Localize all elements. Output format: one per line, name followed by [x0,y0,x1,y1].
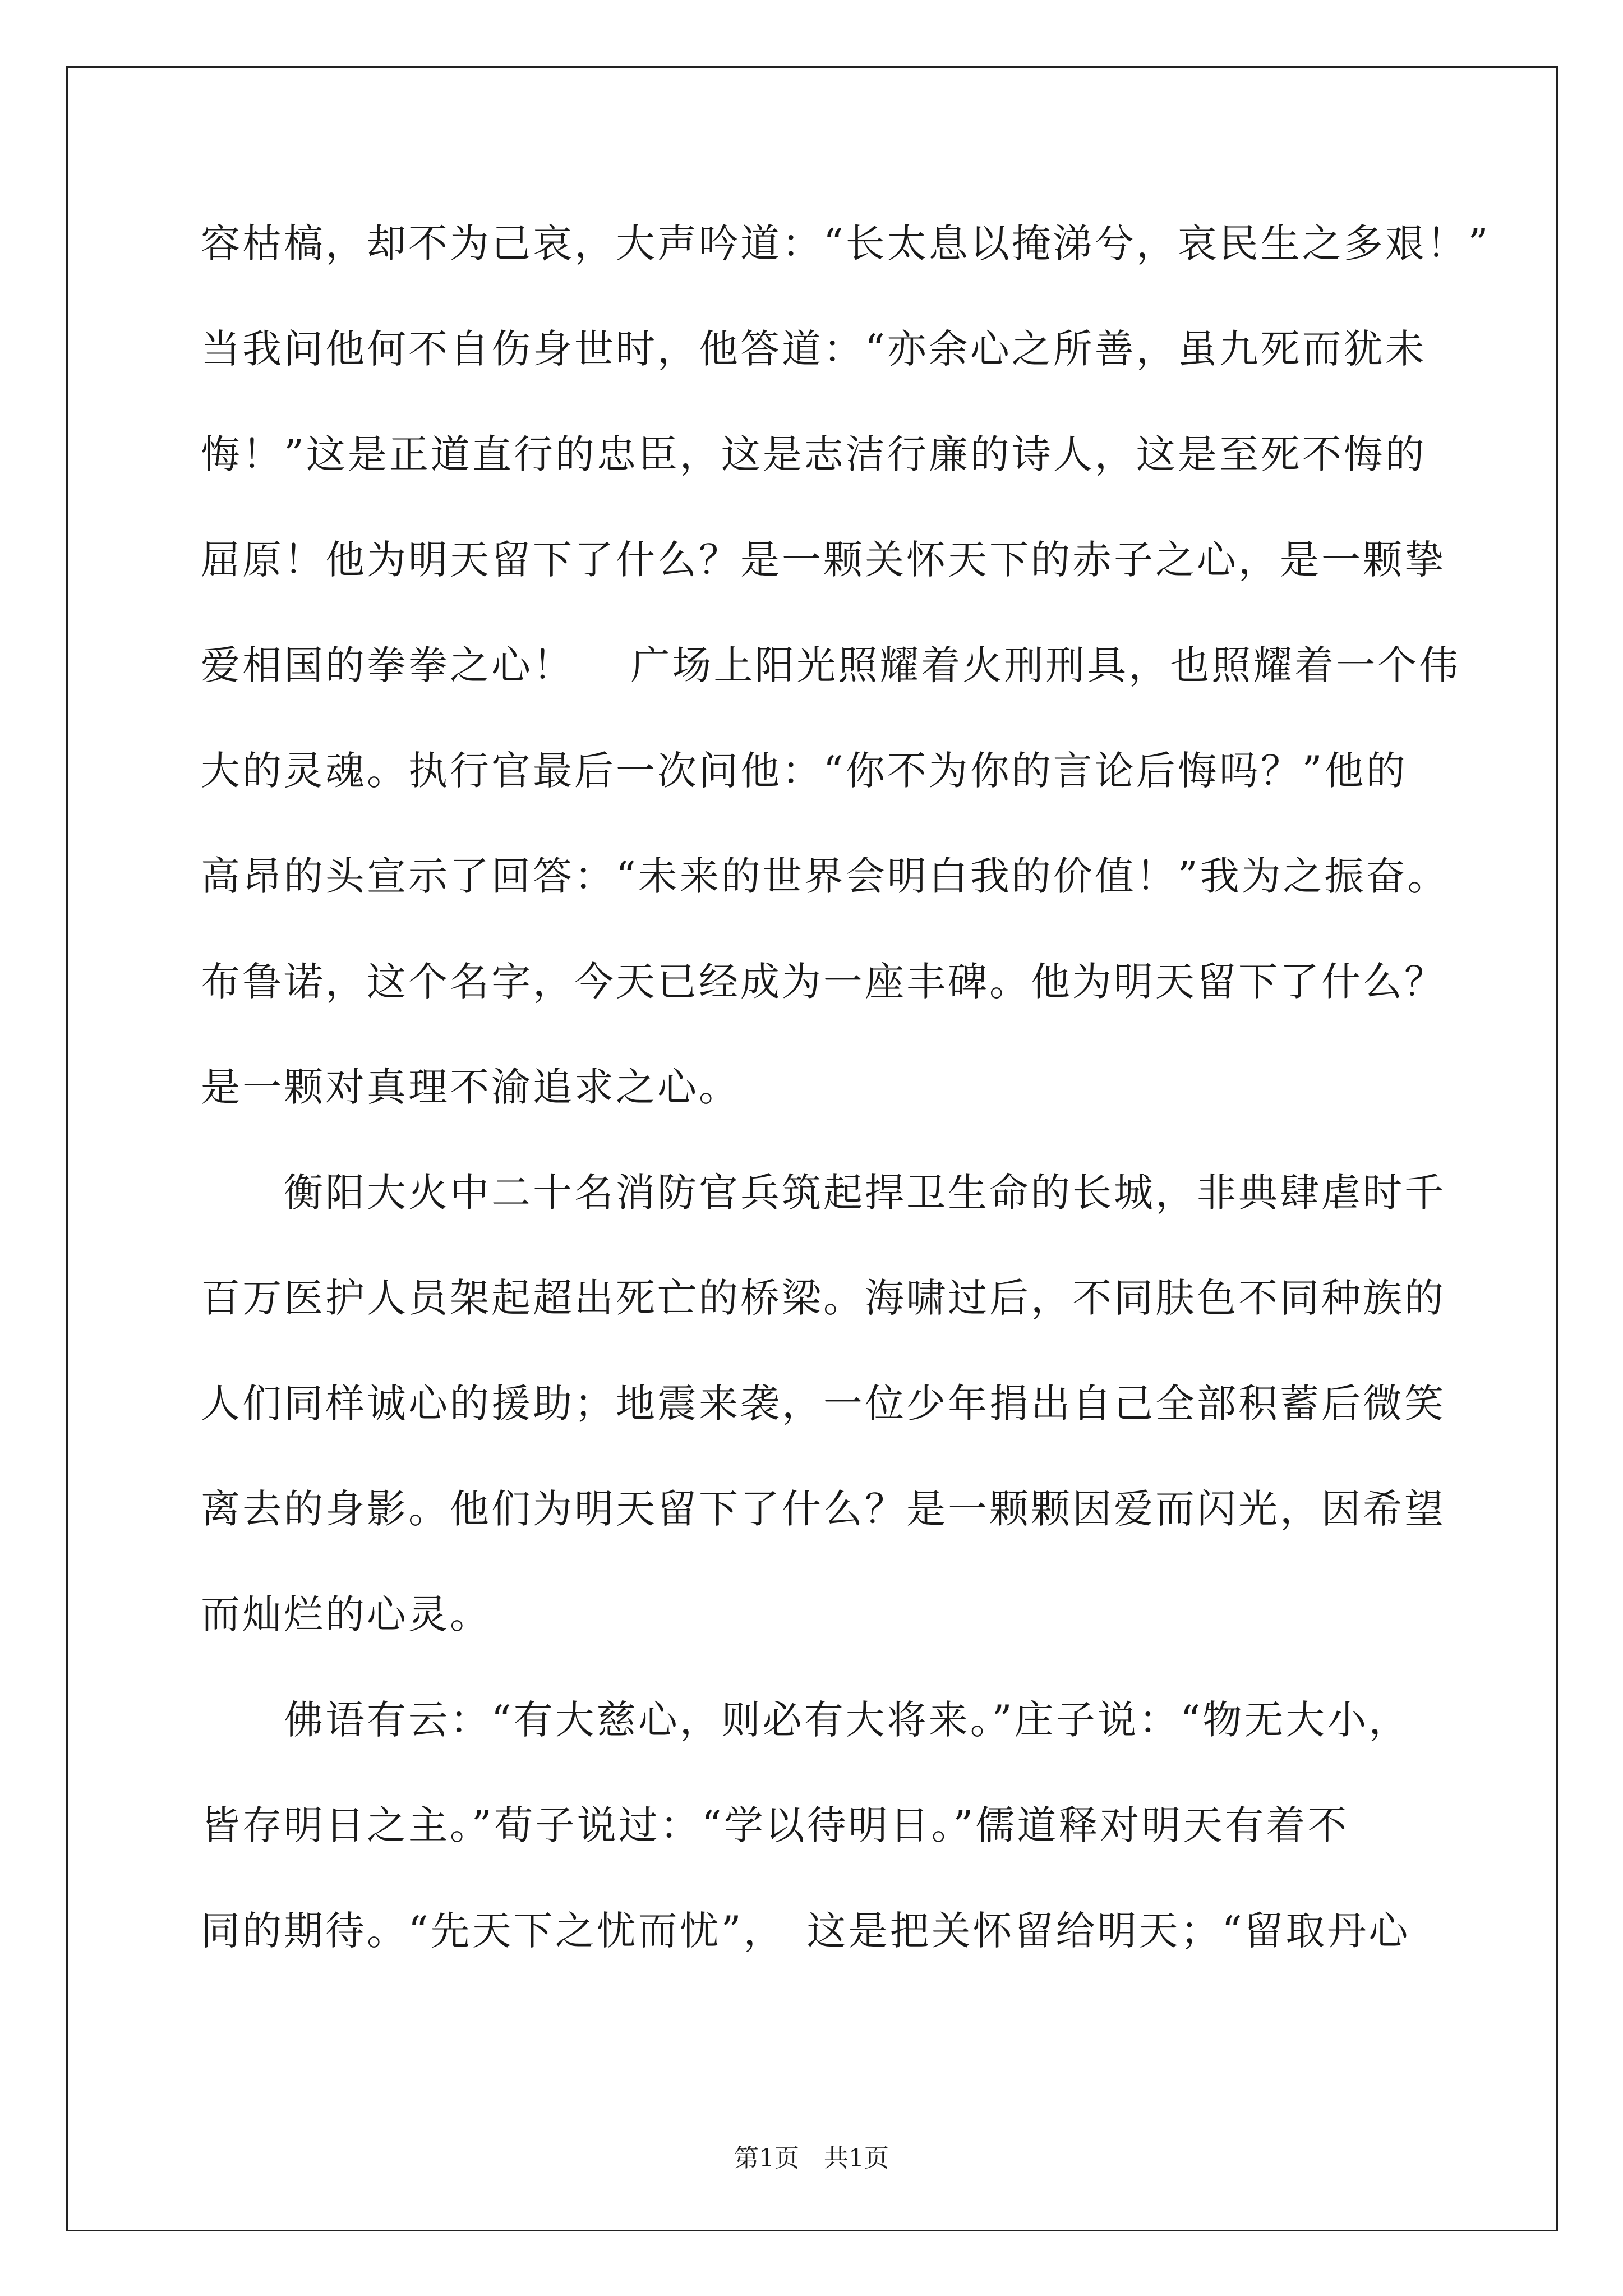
text-line: 百万医护人员架起超出死亡的桥梁。海啸过后，不同肤色不同种族的 [201,1275,1446,1321]
text-line: 衡阳大火中二十名消防官兵筑起捍卫生命的长城，非典肆虐时千 [201,1170,1446,1216]
text-line: 高昂的头宣示了回答：“未来的世界会明白我的价值！”我为之振奋。 [201,853,1449,899]
text-line: 当我问他何不自伤身世时，他答道：“亦余心之所善，虽九死而犹未 [201,326,1427,372]
text-line: 同的期待。“先天下之忧而忧”， 这是把关怀留给明天；“留取丹心 [201,1908,1410,1954]
text-line: 爱相国的拳拳之心！ 广场上阳光照耀着火刑刑具，也照耀着一个伟 [201,642,1461,688]
text-line: 人们同样诚心的援助；地震来袭，一位少年捐出自己全部积蓄后微笑 [201,1381,1446,1427]
text-line: 佛语有云：“有大慈心，则必有大将来。”庄子说：“物无大小， [201,1697,1410,1743]
text-line: 布鲁诺，这个名字，今天已经成为一座丰碑。他为明天留下了什么？ [201,959,1446,1005]
text-line: 容枯槁，却不为己哀，大声吟道：“长太息以掩涕兮，哀民生之多艰！” [201,220,1491,266]
text-line: 离去的身影。他们为明天留下了什么？是一颗颗因爱而闪光，因希望 [201,1486,1446,1532]
text-line: 悔！”这是正道直行的忠臣，这是志洁行廉的诗人，这是至死不悔的 [201,431,1427,477]
page-footer: 第1页 共1页 [734,2144,889,2173]
text-line: 是一颗对真理不渝追求之心。 [201,1064,740,1110]
text-line: 而灿烂的心灵。 [201,1591,491,1637]
document-body [201,191,1491,1984]
text-line: 皆存明日之主。”荀子说过：“学以待明日。”儒道释对明天有着不 [201,1802,1349,1848]
text-line: 大的灵魂。执行官最后一次问他：“你不为你的言论后悔吗？”他的 [201,748,1408,794]
text-line: 屈原！他为明天留下了什么？是一颗关怀天下的赤子之心，是一颗挚 [201,537,1446,583]
